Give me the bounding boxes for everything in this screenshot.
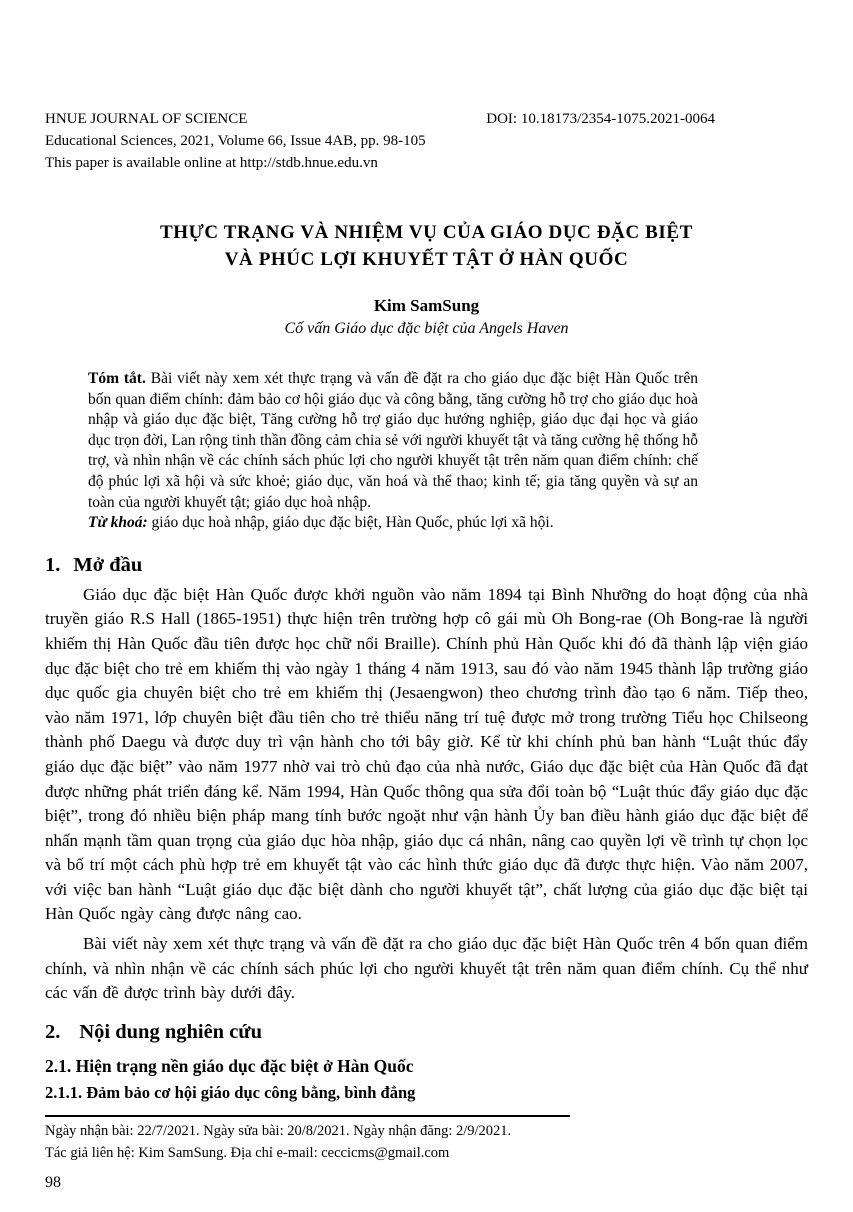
section-2-1-heading: 2.1. Hiện trạng nền giáo dục đặc biệt ở Hàn Quốc <box>45 1055 414 1076</box>
author-name: Kim SamSung <box>373 296 480 315</box>
footnote-divider <box>45 1115 570 1118</box>
author-affiliation: Cố vấn Giáo dục đặc biệt của Angels Haven <box>284 320 569 337</box>
section-2-heading <box>45 1019 808 1045</box>
section-1-heading <box>45 552 808 578</box>
abstract-block <box>88 369 698 534</box>
body-paragraph-2: Bài viết này xem xét thực trạng và vấn đề đặt ra cho giáo dục đặc biệt Hàn Quốc trên 4 bốn quan điểm chính, và nhìn nhận về các chính sách phúc lợi cho người khuyết tật trên năm quan điểm chính. Cụ thể như các vấn đề được trình bày dưới đây. <box>45 934 808 1003</box>
article-title-line1: THỰC TRẠNG VÀ NHIỆM VỤ CỦA GIÁO DỤC ĐẶC BIỆT <box>160 222 693 243</box>
footnote-contact: Tác giả liên hệ: Kim SamSung. Địa chỉ e-mail: ceccicms@gmail.com <box>45 1144 450 1161</box>
keywords-line <box>88 513 698 534</box>
abstract-text: Bài viết này xem xét thực trạng và vấn đề đặt ra cho giáo dục đặc biệt Hàn Quốc trên bốn quan điểm chính: đảm bảo cơ hội giáo dục và công bằng, tăng cường hỗ trợ cho giáo dục hoà nhập và giáo dục đặc biệt, Tăng cường hỗ trợ giáo dục hướng nghiệp, giáo dục đại học và giáo dục trọn đời, Lan rộng tinh thần đồng cảm chia sẻ với người khuyết tật và tăng cường hệ thống hỗ trợ, và nhìn nhận về các chính sách phúc lợi cho người khuyết tật trên năm quan điểm chính: chế độ phúc lợi xã hội và sức khoẻ; giáo dục, văn hoá và thể thao; kinh tế; gia tăng quyền và sự an toàn của người khuyết tật; giáo dục hoà nhập. <box>88 370 699 511</box>
abstract-label: Tóm tắt. <box>88 370 146 387</box>
page-header <box>45 108 808 130</box>
article-title-line2: VÀ PHÚC LỢI KHUYẾT TẬT Ở HÀN QUỐC <box>224 249 629 270</box>
article-title <box>45 219 808 273</box>
section-2-title: Nội dung nghiên cứu <box>79 1020 263 1043</box>
section-2-1-1-heading: 2.1.1. Đảm bảo cơ hội giáo dục công bằng, bình đẳng <box>45 1082 416 1102</box>
abstract-paragraph <box>88 369 698 513</box>
doi-text: DOI: 10.18173/2354-1075.2021-0064 <box>486 111 715 127</box>
section-1-number: 1. <box>45 553 61 576</box>
keywords-label: Từ khoá: <box>88 514 148 532</box>
section-1-title: Mở đầu <box>73 553 143 576</box>
footnote-dates: Ngày nhận bài: 22/7/2021. Ngày sửa bài: 20/8/2021. Ngày nhận đăng: 2/9/2021. <box>45 1123 512 1140</box>
body-paragraph-1: Giáo dục đặc biệt Hàn Quốc được khởi nguồn vào năm 1894 tại Bình Nhưỡng do hoạt động của nhà truyền giáo R.S Hall (1865-1951) thực hiện trên trường hợp cô gái mù Oh Bong-rae (Oh Bong-rae là người khiếm thị Hàn Quốc đầu tiên được học chữ nổi Braille). Chính phủ Hàn Quốc khi đó đã thành lập viện giáo dục đặc biệt cho trẻ em khiếm thị vào ngày 1 tháng 4 năm 1913, sau đó vào năm 1945 thành lập trường giáo dục quốc gia chuyên biệt cho trẻ em khiếm thị (Jesaengwon) theo chương trình đào tạo 6 năm. Tiếp theo, vào năm 1971, lớp chuyên biệt đầu tiên cho trẻ thiểu năng trí tuệ được mở trong trường Tiểu học Chilseong thành phố Daegu và được duy trì vận hành cho tới bây giờ. Kể từ khi chính phủ ban hành “Luật thúc đẩy giáo dục đặc biệt” vào năm 1977 nhờ vai trò chủ đạo của nhà nước, Giáo dục đặc biệt của Hàn Quốc đã đạt được những phát triển đáng kể. Năm 1994, Hàn Quốc thông qua sửa đổi toàn bộ “Luật thúc đẩy giáo dục đặc biệt”, trong đó nhiều biện pháp mang tính bước ngoặt như vận hành Ủy ban điều hành giáo dục đặc biệt để nhấn mạnh tầm quan trọng của giáo dục hòa nhập, giáo dục cá nhân, nâng cao quyền lợi về trình tự chọn lọc và bố trí một cách phù hợp trẻ em khuyết tật vào các hình thức giáo dục đã được thực hiện. Vào năm 2007, với việc ban hành “Luật giáo dục đặc biệt dành cho người khuyết tật”, chất lượng của giáo dục đặc biệt tại Hàn Quốc ngày càng được nâng cao. <box>45 584 808 924</box>
availability-line: This paper is available online at http://stdb.hnue.edu.vn <box>45 155 378 171</box>
footnote-block <box>45 1121 808 1164</box>
page-number: 98 <box>45 1174 61 1192</box>
section-2-number: 2. <box>45 1020 61 1043</box>
issue-line: Educational Sciences, 2021, Volume 66, Issue 4AB, pp. 98-105 <box>45 133 426 149</box>
journal-name: HNUE JOURNAL OF SCIENCE <box>45 111 248 127</box>
keywords-text: giáo dục hoà nhập, giáo dục đặc biệt, Hàn Quốc, phúc lợi xã hội. <box>151 514 554 532</box>
